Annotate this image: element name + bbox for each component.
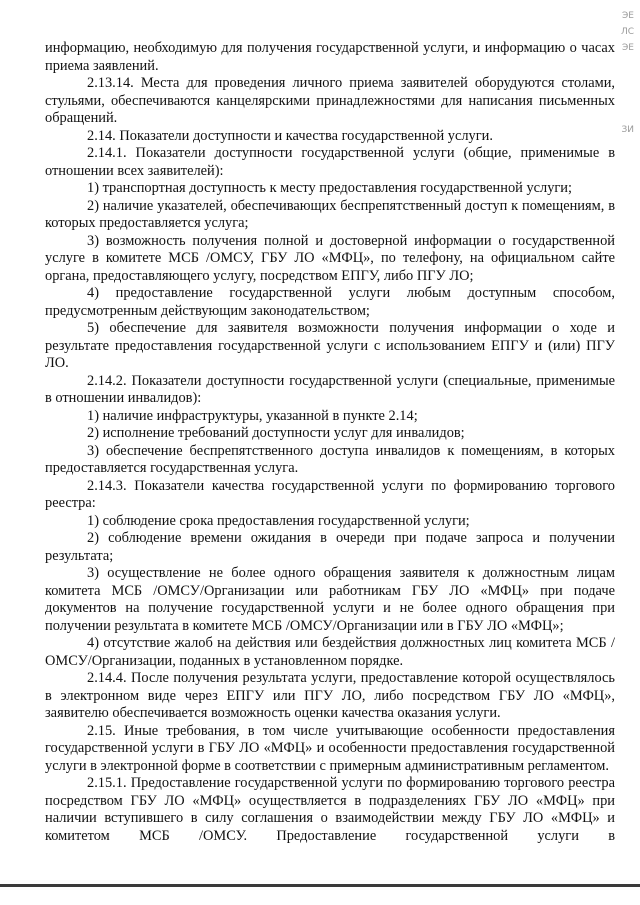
paragraph-2-14-2: 2.14.2. Показатели доступности государственной услуги (специальные, применимые в отношении инвалидов): <box>45 372 615 406</box>
list-item-2-14-1-1: 1) транспортная доступность к месту предоставления государственной услуги; <box>87 180 573 196</box>
document-page <box>45 40 615 845</box>
list-item-2-14-3-2: 2) соблюдение времени ожидания в очереди при подаче запроса и получении результата; <box>45 530 615 564</box>
margin-mark: ЛС <box>620 27 634 37</box>
list-item-2-14-2-3: 3) обеспечение беспрепятственного доступа инвалидов к помещениям, в которых предоставляется государственная услуга. <box>45 442 615 476</box>
list-item-2-14-1-2: 2) наличие указателей, обеспечивающих беспрепятственный доступ к помещениям, в которых предоставляется услуга; <box>45 197 615 231</box>
list-item-2-14-3-3: 3) осуществление не более одного обращения заявителя к должностным лицам комитета МСБ /ОМСУ/Организации или работникам ГБУ ЛО «МФЦ» при подаче документов на получение государственной услуги и не более одного обращения при получении результата в комитете МСБ /ОМСУ/Организации или в ГБУ ЛО «МФЦ»; <box>45 565 615 634</box>
paragraph-2-14-3: 2.14.3. Показатели качества государственной услуги по формированию торгового реестра: <box>45 477 615 511</box>
list-item-2-14-2-2: 2) исполнение требований доступности услуг для инвалидов; <box>87 425 465 441</box>
list-item-2-14-1-4: 4) предоставление государственной услуги любым доступным способом, предусмотренным действующим законодательством; <box>45 285 615 319</box>
paragraph-2-14-1: 2.14.1. Показатели доступности государственной услуги (общие, применимые в отношении всех заявителей): <box>45 145 615 179</box>
heading-2-14: 2.14. Показатели доступности и качества государственной услуги. <box>87 127 493 144</box>
paragraph-2-14-4: 2.14.4. После получения результата услуги, предоставление которой осуществлялось в электронном виде через ЕПГУ или ПГУ ЛО, либо посредством ГБУ ЛО «МФЦ», заявителю обеспечивается возможность оценки качества оказания услуги. <box>45 670 615 721</box>
margin-mark: ЭЕ <box>622 11 634 21</box>
list-item-2-14-1-3: 3) возможность получения полной и достоверной информации о государственной услуге в комитете МСБ /ОМСУ, ГБУ ЛО «МФЦ», по телефону, на официальном сайте органа, предоставляющего услугу, посредством ЕПГУ, либо ПГУ ЛО; <box>45 232 615 284</box>
paragraph-2-13-14: 2.13.14. Места для проведения личного приема заявителей оборудуются столами, стульями, обеспечиваются канцелярскими принадлежностями для написания письменных обращений. <box>45 75 615 126</box>
margin-mark: ЭЕ <box>622 43 634 53</box>
list-item-2-14-3-4: 4) отсутствие жалоб на действия или бездействия должностных лиц комитета МСБ /ОМСУ/Организации, поданных в установленном порядке. <box>45 635 615 669</box>
paragraph-2-15: 2.15. Иные требования, в том числе учитывающие особенности предоставления государственной услуги в ГБУ ЛО «МФЦ» и особенности предоставления государственной услуги в электронной форме в соответствии с примерным административным регламентом. <box>45 722 615 774</box>
list-item-2-14-3-1: 1) соблюдение срока предоставления государственной услуги; <box>87 512 470 529</box>
paragraph-2-15-1: 2.15.1. Предоставление государственной услуги по формированию торгового реестра посредством ГБУ ЛО «МФЦ» осуществляется в подразделениях ГБУ ЛО «МФЦ» при наличии вступившего в силу соглашения о взаимодействии между ГБУ ЛО «МФЦ» и комитетом МСБ /ОМСУ. Предоставление государственной услуги в <box>45 775 615 844</box>
scan-edge-line <box>0 884 640 887</box>
list-item-2-14-2-1: 1) наличие инфраструктуры, указанной в пункте 2.14; <box>87 407 418 424</box>
margin-mark: ЗИ <box>621 125 634 135</box>
paragraph-continuation: информацию, необходимую для получения государственной услуги, и информацию о часах приема заявлений. <box>45 40 615 74</box>
list-item-2-14-1-5: 5) обеспечение для заявителя возможности получения информации о ходе и результате предоставления государственной услуги с использованием ЕПГУ и (или) ПГУ ЛО. <box>45 320 615 371</box>
